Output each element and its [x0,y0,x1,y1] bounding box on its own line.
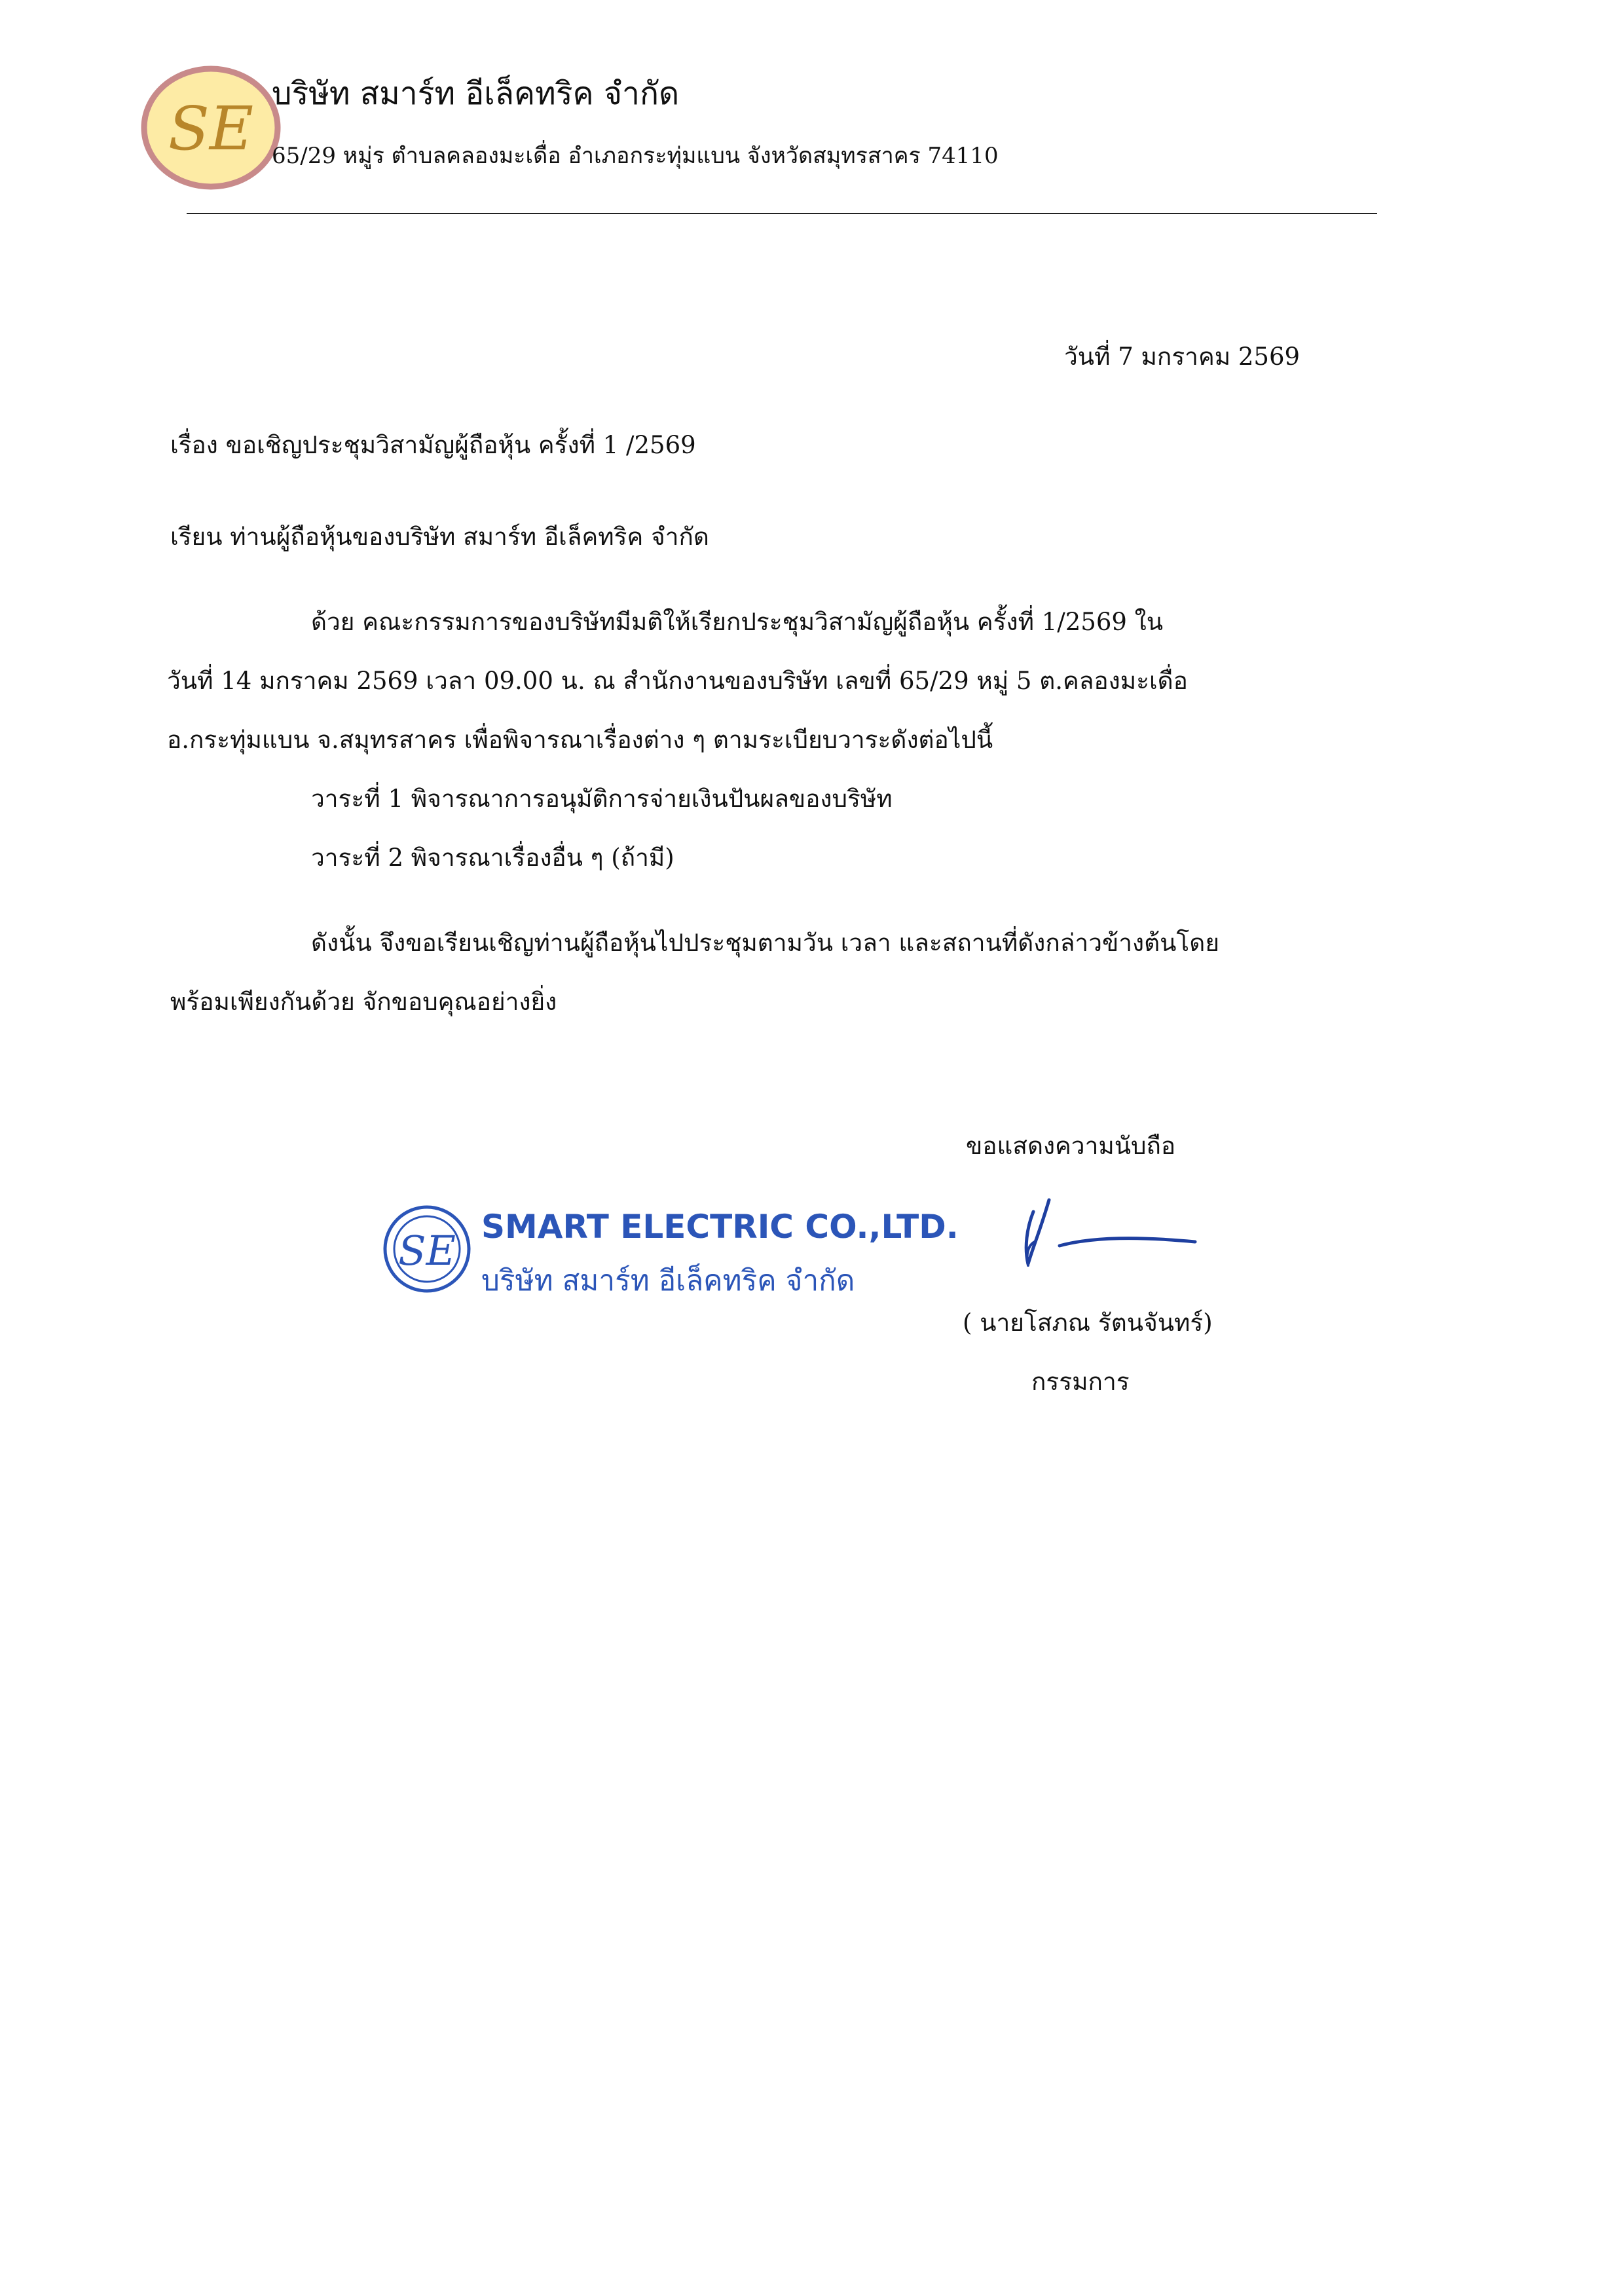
letter-subject: เรื่อง ขอเชิญประชุมวิสามัญผู้ถือหุ้น ครั้งที่ 1 /2569 [170,431,696,459]
logo-letters: SE [168,94,254,164]
signer-title: กรรมการ [1031,1368,1130,1396]
closing-salutation: ขอแสดงความนับถือ [966,1132,1176,1160]
paragraph-2-line: ดังนั้น จึงขอเรียนเชิญท่านผู้ถือหุ้นไปประชุมตามวัน เวลา และสถานที่ดังกล่าวข้างต้นโดย [311,929,1220,957]
company-stamp [380,1189,959,1310]
agenda-item-2: วาระที่ 2 พิจารณาเรื่องอื่น ๆ (ถ้ามี) [311,844,674,872]
stamp-logo-letters: SE [398,1227,456,1275]
stamp-name-th: บริษัท สมาร์ท อีเล็คทริค จำกัด [481,1264,855,1297]
signer-name: ( นายโสภณ รัตนจันทร์) [963,1309,1213,1337]
paragraph-1-line: วันที่ 14 มกราคม 2569 เวลา 09.00 น. ณ สำนักงานของบริษัท เลขที่ 65/29 หมู่ 5 ต.คลองมะเดื่อ [167,667,1188,695]
agenda-item-1: วาระที่ 1 พิจารณาการอนุมัติการจ่ายเงินปันผลของบริษัท [311,785,893,813]
company-logo [141,65,282,190]
paragraph-1-line: ด้วย คณะกรรมการของบริษัทมีมติให้เรียกประชุมวิสามัญผู้ถือหุ้น ครั้งที่ 1/2569 ใน [311,608,1164,636]
company-address: 65/29 หมู่ร ตำบลคลองมะเดื่อ อำเภอกระทุ่มแบน จังหวัดสมุทรสาคร 74110 [272,143,999,169]
letter-date: วันที่ 7 มกราคม 2569 [1064,343,1301,371]
paragraph-1-line: อ.กระทุ่มแบน จ.สมุทรสาคร เพื่อพิจารณาเรื่องต่าง ๆ ตามระเบียบวาระดังต่อไปนี้ [167,726,993,754]
stamp-name-en: SMART ELECTRIC CO.,LTD. [481,1208,959,1246]
letter-addressee: เรียน ท่านผู้ถือหุ้นของบริษัท สมาร์ท อีเล็คทริค จำกัด [170,523,709,551]
handwritten-signature [1008,1192,1205,1274]
paragraph-2-line: พร้อมเพียงกันด้วย จักขอบคุณอย่างยิ่ง [170,988,557,1016]
header-divider [187,213,1377,214]
company-name: บริษัท สมาร์ท อีเล็คทริค จำกัด [272,75,680,112]
